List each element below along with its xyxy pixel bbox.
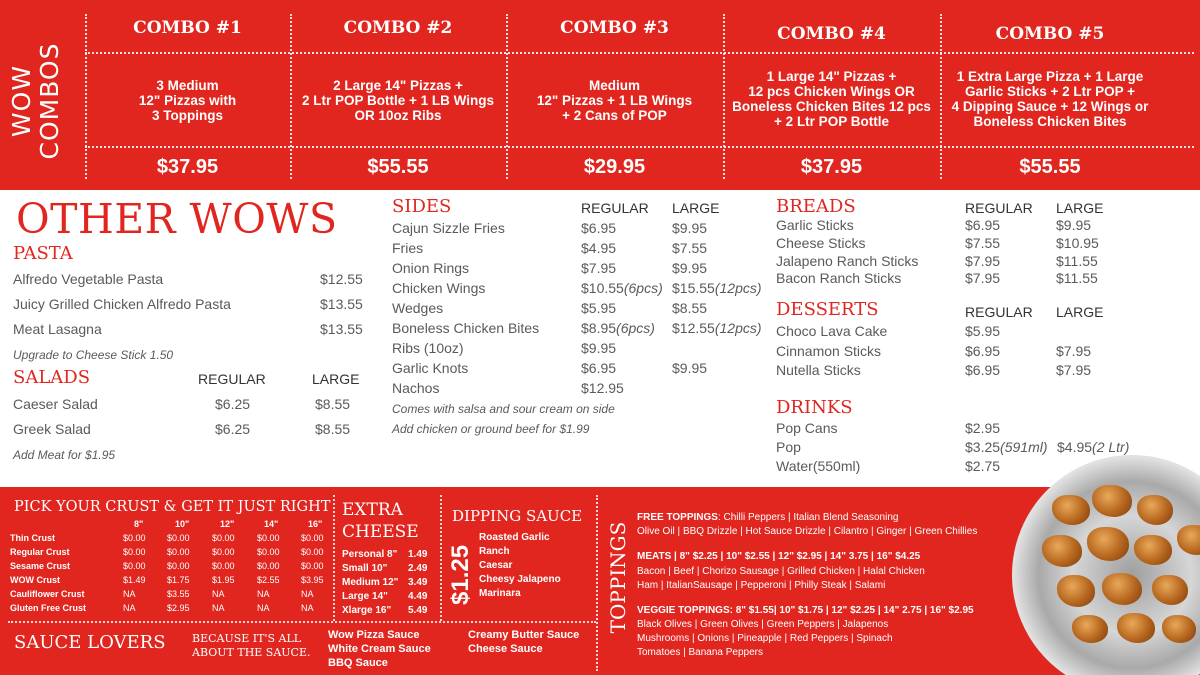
menu-item-name: Greek Salad: [13, 421, 91, 437]
cheese-size: Medium 12": [342, 577, 399, 588]
menu-item-price: $2.75: [965, 458, 1001, 474]
divider: [596, 495, 598, 671]
menu-item-name: Bacon Ranch Sticks: [776, 270, 902, 286]
crust-price: $2.95: [167, 603, 190, 613]
crust-price: $0.00: [212, 533, 235, 543]
menu-item-name: Onion Rings: [392, 260, 470, 276]
menu-item-name: Chicken Wings: [392, 280, 486, 296]
crust-price: NA: [212, 603, 225, 613]
crust-name: WOW Crust: [10, 575, 60, 585]
combo-description: 1 Large 14" Pizzas + 12 pcs Chicken Wings OR Boneless Chicken Bites 12 pcs + 2 Ltr POP Bottle: [732, 69, 931, 129]
sauce-item: Creamy Butter Sauce: [468, 629, 580, 641]
crust-price: $1.95: [212, 575, 235, 585]
menu-item-price: $4.95(2 Ltr): [1057, 439, 1130, 455]
menu-item-name: Cinnamon Sticks: [776, 343, 882, 359]
dipping-sauce-item: Caesar: [479, 560, 513, 571]
dipping-sauce-item: Cheesy Jalapeno: [479, 574, 561, 585]
dipping-sauce-price: $1.25: [447, 544, 474, 605]
menu-item-price: $6.95: [581, 360, 617, 376]
menu-item-price: $12.95: [581, 380, 624, 396]
menu-item-price: $9.95: [672, 360, 708, 376]
chicken-bite: [1177, 525, 1200, 555]
free-toppings-line: Olive Oil | BBQ Drizzle | Hot Sauce Drizzle | Cilantro | Ginger | Green Chillies: [637, 526, 978, 537]
veggie-header: VEGGIE TOPPINGS: 8" $1.55| 10" $1.75 | 12" $2.25 | 14" 2.75 | 16" $2.95: [637, 605, 974, 616]
menu-item-name: Boneless Chicken Bites: [392, 320, 540, 336]
combo-price: $29.95: [583, 156, 646, 178]
menu-item-price: $6.95: [965, 362, 1001, 378]
crust-price: NA: [301, 589, 314, 599]
crust-price: $0.00: [167, 561, 190, 571]
chicken-bite: [1117, 613, 1155, 643]
menu-item-price: $5.95: [965, 323, 1001, 339]
cheese-price: 4.49: [408, 591, 428, 602]
menu-item-name: Cheese Sticks: [776, 235, 866, 251]
combo-price: $55.55: [1019, 156, 1081, 178]
menu-item-name: Ribs (10oz): [392, 340, 464, 356]
combo-description: 3 Medium 12" Pizzas with 3 Toppings: [138, 78, 237, 123]
menu-item-price: $7.95: [965, 270, 1001, 286]
menu-item-price: $10.95: [1056, 235, 1099, 251]
menu-item-price: $15.55(12pcs): [672, 280, 762, 296]
crust-size-header: 10": [175, 519, 190, 529]
menu-item-price: $8.55: [315, 421, 351, 437]
crust-price: NA: [212, 589, 225, 599]
combo-name: COMBO #4: [777, 24, 886, 44]
cheese-size: Small 10": [342, 563, 388, 574]
crust-price: NA: [257, 603, 270, 613]
menu-item-price: $13.55: [320, 321, 363, 337]
menu-item-name: Juicy Grilled Chicken Alfredo Pasta: [13, 296, 231, 312]
crust-price: $0.00: [167, 533, 190, 543]
menu-item-price: $7.55: [672, 240, 708, 256]
wow-combos-title: WOW COMBOS: [7, 42, 64, 160]
divider: [440, 495, 442, 621]
other-wows-title: OTHER WOWS: [16, 195, 338, 243]
veggie-line: Black Olives | Green Olives | Green Peppers | Jalapenos: [637, 619, 889, 630]
combo-description: Medium 12" Pizzas + 1 LB Wings + 2 Cans of POP: [536, 78, 693, 123]
meats-line: Ham | ItalianSausage | Pepperoni | Philly Steak | Salami: [637, 580, 886, 591]
chicken-bite: [1087, 527, 1129, 561]
menu-item-price: $7.55: [965, 235, 1001, 251]
sides-note: Add chicken or ground beef for $1.99: [392, 422, 590, 436]
crust-price: $0.00: [301, 547, 324, 557]
crust-price: $2.55: [257, 575, 280, 585]
chicken-bite: [1137, 495, 1173, 525]
menu-item-price: $8.55: [315, 396, 351, 412]
combo-price: $37.95: [800, 156, 863, 178]
combo-price: $37.95: [156, 156, 219, 178]
cheese-price: 2.49: [408, 563, 428, 574]
drinks-title: DRINKS: [776, 397, 853, 418]
crust-price: $1.49: [123, 575, 146, 585]
chicken-bite: [1102, 573, 1142, 605]
menu-item-name: Choco Lava Cake: [776, 323, 888, 339]
toppings-title: TOPPINGS: [606, 521, 630, 634]
combo-name: COMBO #5: [995, 24, 1105, 44]
crust-name: Regular Crust: [10, 547, 70, 557]
menu-item-price: $12.55(12pcs): [672, 320, 762, 336]
menu-item-price: $10.55(6pcs): [581, 280, 663, 296]
breads-regular-header: REGULAR: [965, 200, 1033, 216]
dipping-sauce-title: DIPPING SAUCE: [452, 507, 583, 525]
crust-name: Thin Crust: [10, 533, 55, 543]
salads-note: Add Meat for $1.95: [13, 448, 116, 462]
menu-item-name: Alfredo Vegetable Pasta: [13, 271, 164, 287]
menu-item-price: $7.95: [581, 260, 617, 276]
menu-item-name: Pop Cans: [776, 420, 838, 436]
free-toppings-line: FREE TOPPINGS: Chilli Peppers | Italian Blend Seasoning: [637, 512, 899, 523]
crust-size-header: 14": [264, 519, 279, 529]
crust-price: $0.00: [123, 547, 146, 557]
sides-title: SIDES: [392, 196, 452, 217]
chicken-bite: [1092, 485, 1132, 517]
crust-price: $0.00: [301, 533, 324, 543]
cheese-price: 3.49: [408, 577, 428, 588]
combo-card-2[interactable]: [290, 0, 506, 190]
menu-item-price: $7.95: [965, 253, 1001, 269]
chicken-bite: [1152, 575, 1188, 605]
menu-item-price: $11.55: [1056, 253, 1098, 269]
menu-item-price: $5.95: [581, 300, 617, 316]
menu-item-name: Fries: [392, 240, 424, 256]
menu-item-name: Water(550ml): [776, 458, 861, 474]
menu-item-price: $4.95: [581, 240, 617, 256]
crust-price: NA: [257, 589, 270, 599]
breads-large-header: LARGE: [1056, 200, 1104, 216]
combo-name: COMBO #3: [560, 18, 669, 38]
menu-item-price: $11.55: [1056, 270, 1098, 286]
combo-card-5[interactable]: [940, 0, 1160, 190]
crust-price: $0.00: [212, 547, 235, 557]
chicken-bite: [1057, 575, 1095, 607]
crust-size-header: 8": [134, 519, 144, 529]
crust-price: $0.00: [123, 561, 146, 571]
sauce-item: BBQ Sauce: [328, 657, 388, 669]
menu-item-price: $7.95: [1056, 343, 1092, 359]
dipping-sauce-item: Marinara: [479, 588, 521, 599]
menu-item-name: Caeser Salad: [13, 396, 98, 412]
crust-price: $0.00: [123, 533, 146, 543]
desserts-regular-header: REGULAR: [965, 304, 1033, 320]
menu-item-price: $6.95: [965, 217, 1001, 233]
chicken-bite: [1162, 615, 1196, 643]
desserts-large-header: LARGE: [1056, 304, 1104, 320]
crust-size-header: 16": [308, 519, 323, 529]
combo-description: 1 Extra Large Pizza + 1 Large Garlic Sticks + 2 Ltr POP + 4 Dipping Sauce + 12 Wings or Boneless Chicken Bites: [951, 69, 1149, 129]
menu-item-price: $9.95: [1056, 217, 1092, 233]
crust-price: $0.00: [212, 561, 235, 571]
menu-item-name: Meat Lasagna: [13, 321, 102, 337]
divider: [333, 495, 335, 621]
desserts-title: DESSERTS: [776, 299, 879, 320]
crust-name: Gluten Free Crust: [10, 603, 87, 613]
salads-large-header: LARGE: [312, 371, 360, 387]
chicken-bite: [1052, 495, 1090, 525]
menu-item-price: $9.95: [581, 340, 617, 356]
menu-item-price: $7.95: [1056, 362, 1092, 378]
menu-item-price: $6.95: [581, 220, 617, 236]
crust-price: NA: [301, 603, 314, 613]
sauce-item: Wow Pizza Sauce: [328, 629, 420, 641]
dipping-sauce-item: Roasted Garlic: [479, 532, 550, 543]
menu-item-name: Pop: [776, 439, 801, 455]
crust-name: Cauliflower Crust: [10, 589, 85, 599]
menu-item-price: $9.95: [672, 220, 708, 236]
cheese-size: Xlarge 16": [342, 605, 392, 616]
crust-title: PICK YOUR CRUST & GET IT JUST RIGHT: [14, 499, 331, 515]
combo-card-3[interactable]: [506, 0, 723, 190]
crust-price: $0.00: [301, 561, 324, 571]
menu-item-price: $9.95: [672, 260, 708, 276]
crust-price: $3.55: [167, 589, 190, 599]
wow-combos-band: [0, 0, 1200, 190]
cheese-price: 5.49: [408, 605, 428, 616]
meats-header: MEATS | 8" $2.25 | 10" $2.55 | 12" $2.95 | 14" 3.75 | 16" $4.25: [637, 551, 921, 562]
combo-description: 2 Large 14" Pizzas + 2 Ltr POP Bottle + 1 LB Wings OR 10oz Ribs: [301, 78, 495, 123]
sides-note: Comes with salsa and sour cream on side: [392, 402, 615, 416]
salads-title: SALADS: [13, 367, 91, 388]
meats-line: Bacon | Beef | Chorizo Sausage | Grilled Chicken | Halal Chicken: [637, 566, 925, 577]
menu-item-price: $2.95: [965, 420, 1001, 436]
combo-card-4[interactable]: [723, 0, 940, 190]
combo-price: $55.55: [367, 156, 429, 178]
menu-item-name: Cajun Sizzle Fries: [392, 220, 505, 236]
crust-price: $3.95: [301, 575, 324, 585]
crust-price: $0.00: [257, 547, 280, 557]
veggie-line: Tomatoes | Banana Peppers: [637, 647, 764, 658]
menu-item-price: $13.55: [320, 296, 363, 312]
crust-price: NA: [123, 603, 136, 613]
combo-name: COMBO #1: [133, 18, 242, 38]
menu-item-name: Jalapeno Ranch Sticks: [776, 253, 919, 269]
sauce-item: White Cream Sauce: [328, 643, 431, 655]
crust-price: $1.75: [167, 575, 190, 585]
veggie-line: Mushrooms | Onions | Pineapple | Red Peppers | Spinach: [637, 633, 893, 644]
cheese-price: 1.49: [408, 549, 428, 560]
menu-item-price: $6.95: [965, 343, 1001, 359]
menu-item-price: $8.55: [672, 300, 708, 316]
breads-title: BREADS: [776, 196, 856, 217]
menu-item-price: $8.95(6pcs): [581, 320, 655, 336]
dipping-sauce-item: Ranch: [479, 546, 510, 557]
pasta-note: Upgrade to Cheese Stick 1.50: [13, 348, 174, 362]
sides-regular-header: REGULAR: [581, 200, 649, 216]
crust-price: NA: [123, 589, 136, 599]
menu-item-name: Nachos: [392, 380, 440, 396]
crust-price: $0.00: [167, 547, 190, 557]
combo-card-1[interactable]: [85, 0, 290, 190]
sides-large-header: LARGE: [672, 200, 720, 216]
menu-item-price: $3.25(591ml): [965, 439, 1048, 455]
sauce-item: Cheese Sauce: [468, 643, 543, 655]
divider: [8, 621, 596, 623]
combo-name: COMBO #2: [343, 18, 453, 38]
menu-item-price: $6.25: [215, 421, 251, 437]
menu-item-name: Garlic Sticks: [776, 217, 854, 233]
chicken-bite: [1134, 535, 1172, 565]
crust-name: Sesame Crust: [10, 561, 71, 571]
crust-price: $0.00: [257, 533, 280, 543]
extra-cheese-title: EXTRA CHEESE: [342, 500, 419, 542]
menu-item-price: $12.55: [320, 271, 363, 287]
cheese-size: Personal 8": [342, 549, 398, 560]
menu-item-name: Nutella Sticks: [776, 362, 861, 378]
chicken-bite: [1042, 535, 1082, 567]
cheese-size: Large 14": [342, 591, 388, 602]
pasta-title: PASTA: [13, 243, 73, 264]
menu-item-name: Wedges: [392, 300, 444, 316]
crust-size-header: 12": [220, 519, 235, 529]
menu-item-price: $6.25: [215, 396, 251, 412]
sauce-lovers-tagline: BECAUSE IT'S ALL ABOUT THE SAUCE.: [192, 632, 311, 659]
crust-price: $0.00: [257, 561, 280, 571]
salads-regular-header: REGULAR: [198, 371, 266, 387]
sauce-lovers-title: SAUCE LOVERS: [14, 632, 166, 653]
menu-item-name: Garlic Knots: [392, 360, 469, 376]
chicken-bite: [1072, 615, 1108, 643]
